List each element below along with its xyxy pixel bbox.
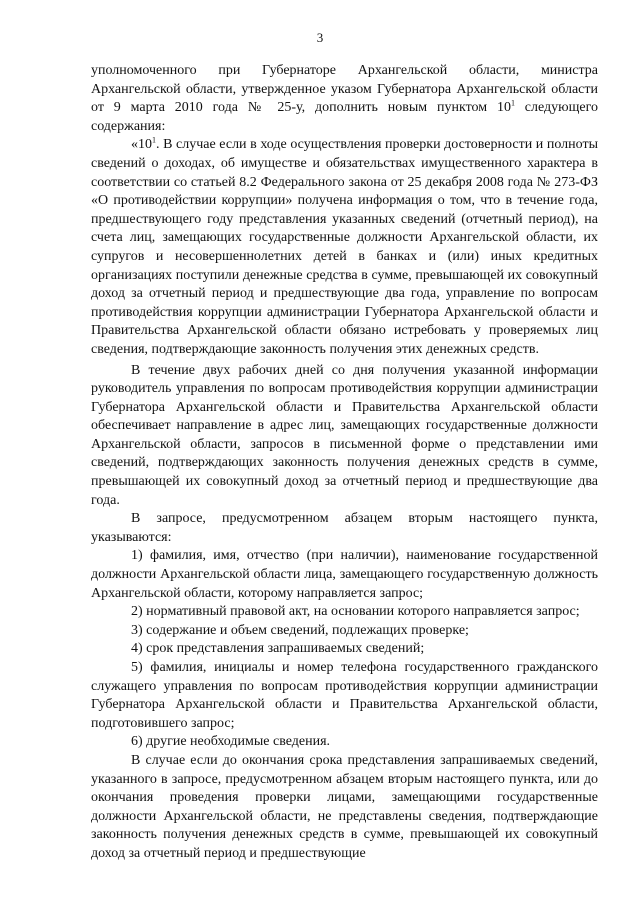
list-item: 3) содержание и объем сведений, подлежащих проверке;: [131, 622, 469, 638]
superscript: 1: [152, 135, 156, 145]
paragraph-text: уполномоченного при Губернаторе Архангельской области, министра Архангельской области, утвержденное указом Губернатора Архангельской области от 9 марта 2010 года № 25-у, дополнить новым пунктом 10: [91, 63, 598, 116]
paragraph-text-tail: . В случае если в ходе осуществления проверки достоверности и полноты сведений о доходах, об имуществе и обязательствах имущественного характера в соответствии со статьей 8.2 Федерального закона от 25 декабря 2008 года № 273-ФЗ «О противодействии коррупции» получена информация о том, что в течение года, предшествующего году представления указанных сведений (отчетный период), на счета лиц, замещающих государственные должности Архангельской области, их супругов и несовершеннолетних детей в банках и (или) иных кредитных организациях поступили денежные средства в сумме, превышающей их совокупный доход за отчетный период и предшествующие два года, управление по вопросам противодействия коррупции администрации Губернатора Архангельской области и Правительства Архангельской области обязано истребовать у проверяемых лиц сведения, подтверждающие законность получения этих денежных средств.: [91, 137, 598, 357]
list-item: 4) срок представления запрашиваемых сведений;: [131, 641, 425, 657]
paragraph: В случае если до окончания срока представления запрашиваемых сведений, указанного в запросе, предусмотренном абзацем вторым настоящего пункта, или до окончания проведения проверки лицами, замещающими государственные должности Архангельской области, не представлены сведения, подтверждающие законность получения денежных средств в сумме, превышающей их совокупный доход за отчетный период и предшествующие: [91, 752, 598, 861]
paragraph-item-10-1: [91, 136, 598, 359]
paragraph-intro: [91, 62, 598, 136]
list-item: 1) фамилия, имя, отчество (при наличии), наименование государственной должности Архангельской области лица, замещающего государственную должность Архангельской области, которому направляется запрос;: [91, 548, 598, 601]
list-item: 2) нормативный правовой акт, на основании которого направляется запрос;: [131, 604, 580, 620]
list-item: 6) другие необходимые сведения.: [131, 734, 331, 750]
document-body: [91, 62, 598, 864]
paragraph: В запросе, предусмотренном абзацем вторым настоящего пункта, указываются:: [91, 511, 598, 545]
superscript: 1: [510, 98, 515, 108]
list-item: 5) фамилия, инициалы и номер телефона государственного гражданского служащего управления по вопросам противодействия коррупции администрации Губернатора Архангельской области и Правительства Архангельской области, подготовившего запрос;: [91, 660, 598, 731]
paragraph: В течение двух рабочих дней со дня получения указанной информации руководитель управления по вопросам противодействия коррупции администрации Губернатора Архангельской области и Правительства Архангельской области обеспечивает направление в адрес лиц, замещающих государственные должности Архангельской области, запросов в письменной форме о представлении ими сведений, подтверждающих законность получения денежных средств в сумме, превышающей их совокупный доход за отчетный период и предшествующие два года.: [91, 362, 598, 508]
paragraph-text-tail: следующего содержания:: [91, 100, 599, 134]
page-number: 3: [316, 30, 324, 45]
paragraph-text: «10: [131, 137, 152, 153]
